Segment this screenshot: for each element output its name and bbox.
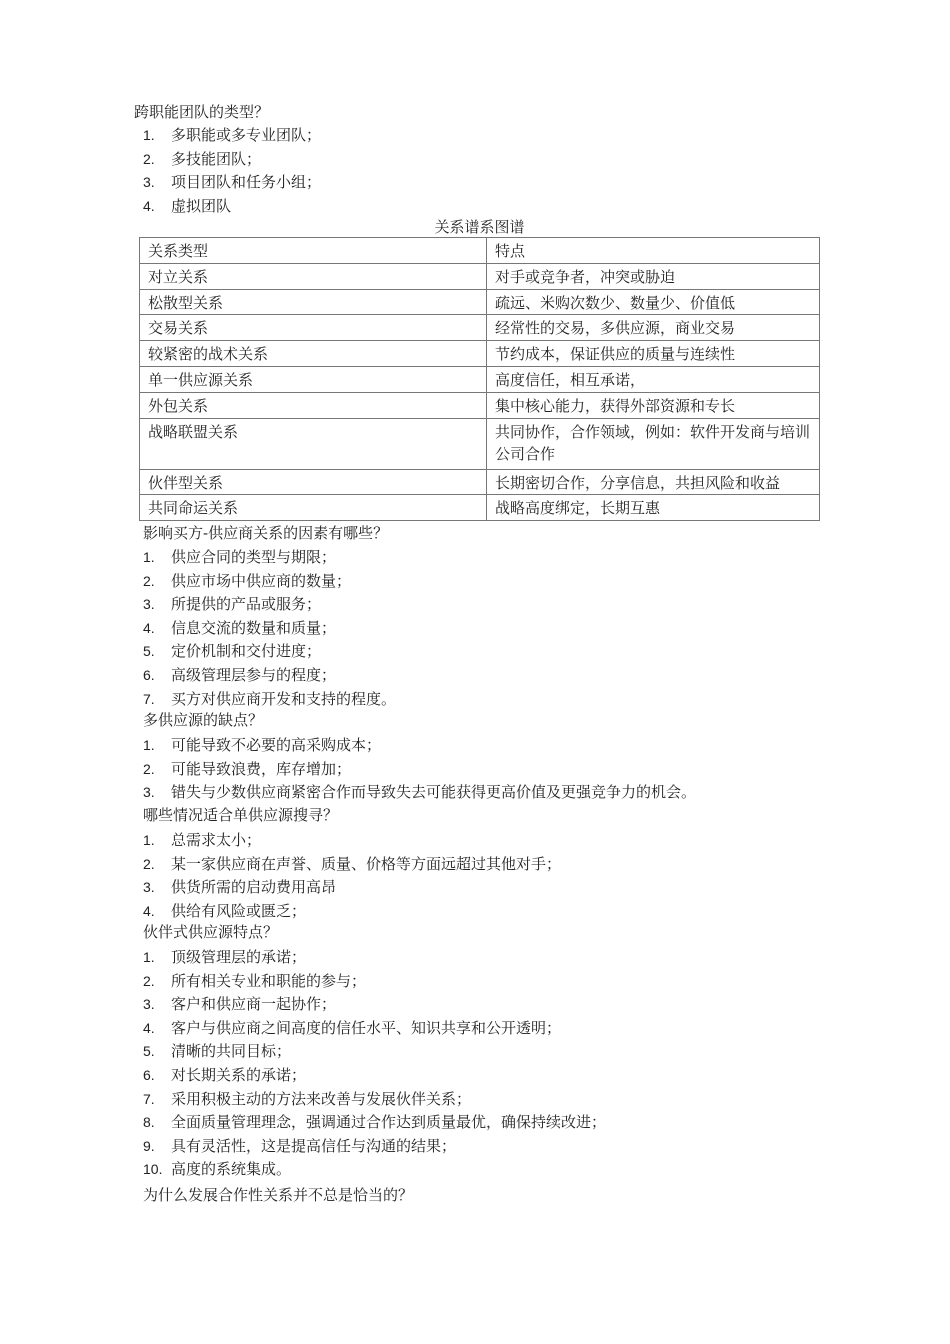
table-cell: 对手或竞争者，冲突或胁迫 — [487, 263, 820, 289]
table-cell: 交易关系 — [140, 315, 487, 341]
table-row — [140, 263, 820, 289]
table-caption: 关系谱系图谱 — [434, 218, 525, 236]
section-heading-single-source: 哪些情况适合单供应源搜寻？ — [143, 806, 339, 824]
relationship-table — [139, 237, 820, 521]
table-cell: 对立关系 — [140, 263, 487, 289]
table-cell: 疏远、米购次数少、数量少、价值低 — [487, 289, 820, 315]
table-header-row — [140, 238, 820, 264]
table-cell: 集中核心能力，获得外部资源和专长 — [487, 392, 820, 418]
table-cell: 长期密切合作，分享信息，共担风险和收益 — [487, 469, 820, 495]
table-header-cell: 关系类型 — [140, 238, 487, 264]
table-cell: 高度信任，相互承诺， — [487, 366, 820, 392]
table-cell: 较紧密的战术关系 — [140, 341, 487, 367]
table-cell: 节约成本，保证供应的质量与连续性 — [487, 341, 820, 367]
section-heading-partnership: 伙伴式供应源特点？ — [143, 923, 279, 941]
section-heading-cross-functional: 跨职能团队的类型？ — [134, 103, 270, 121]
table-row — [140, 469, 820, 495]
table-row — [140, 392, 820, 418]
table-header-cell: 特点 — [487, 238, 820, 264]
table-cell: 外包关系 — [140, 392, 487, 418]
table-cell: 经常性的交易，多供应源，商业交易 — [487, 315, 820, 341]
table-cell: 战略联盟关系 — [140, 418, 487, 469]
closing-question: 为什么发展合作性关系并不总是恰当的？ — [143, 1186, 414, 1204]
section-heading-factors: 影响买方-供应商关系的因素有哪些？ — [143, 524, 389, 542]
table-cell: 共同命运关系 — [140, 495, 487, 521]
table-row — [140, 495, 820, 521]
table-cell: 共同协作，合作领域，例如：软件开发商与培训公司合作 — [487, 418, 820, 469]
table-row — [140, 366, 820, 392]
table-row — [140, 418, 820, 469]
table-cell: 战略高度绑定，长期互惠 — [487, 495, 820, 521]
table-row — [140, 341, 820, 367]
table-row — [140, 315, 820, 341]
document-page: 跨职能团队的类型？ 1. 多职能或多专业团队； 2. 多技能团队； 3. 项目团队和任务小组； 4. 虚拟团队 关系谱系图谱 关系类型 特点 对立关系 对手或竞争者，冲突或胁迫 松散型关系 疏远、米购次数少、数量少、价值低 交易关系 经常性的交易，多供应源，商业交易 较紧密的战术关系 节约成本，保证供应的质量与连续性 单一供应源关系 高度信任，相互承诺， 外包关系 集中核心能力，获得外部资源和专长 战略联盟关系 共同协作，合作领域，例如：软件开发商与培训公司合作 伙伴型关系 长期密切合作，分享信息，共担风险和收益 共同命运关系 战略高度绑定，长期互惠 影响买方-供应商关系的因素有哪些？ 1. 供应合同的类型与期限； 2. 供应市场中供应商的数量； 3. 所提供的产品或服务； 4. 信息交流的数量和质量； 5. 定价机制和交付进度； 6. 高级管理层参与的程度； 7. 买方对供应商开发和支持的程度。 多供应源的缺点？ 1. 可能导致不必要的高采购成本； 2. 可能导致浪费，库存增加； 3. 错失与少数供应商紧密合作而导致失去可能获得更高价值及更强竞争力的机会。 哪些情况适合单供应源搜寻？ 1. 总需求太小； 2. 某一家供应商在声誉、质量、价格等方面远超过其他对手； 3. 供货所需的启动费用高昂 4. 供给有风险或匮乏； 伙伴式供应源特点？ 1. 顶级管理层的承诺； 2. 所有相关专业和职能的参与； 3. 客户和供应商一起协作； 4. 客户与供应商之间高度的信任水平、知识共享和公开透明； 5. 清晰的共同目标； 6. 对长期关系的承诺； 7. 采用积极主动的方法来改善与发展伙伴关系； 8. 全面质量管理理念，强调通过合作达到质量最优，确保持续改进； 9. 具有灵活性，这是提高信任与沟通的结果； 10. 高度的系统集成。 为什么发展合作性关系并不总是恰当的？ — [0, 0, 950, 1344]
table-cell: 松散型关系 — [140, 289, 487, 315]
section-heading-multi-source: 多供应源的缺点？ — [143, 711, 264, 729]
table-row — [140, 289, 820, 315]
table-cell: 单一供应源关系 — [140, 366, 487, 392]
table-cell: 伙伴型关系 — [140, 469, 487, 495]
